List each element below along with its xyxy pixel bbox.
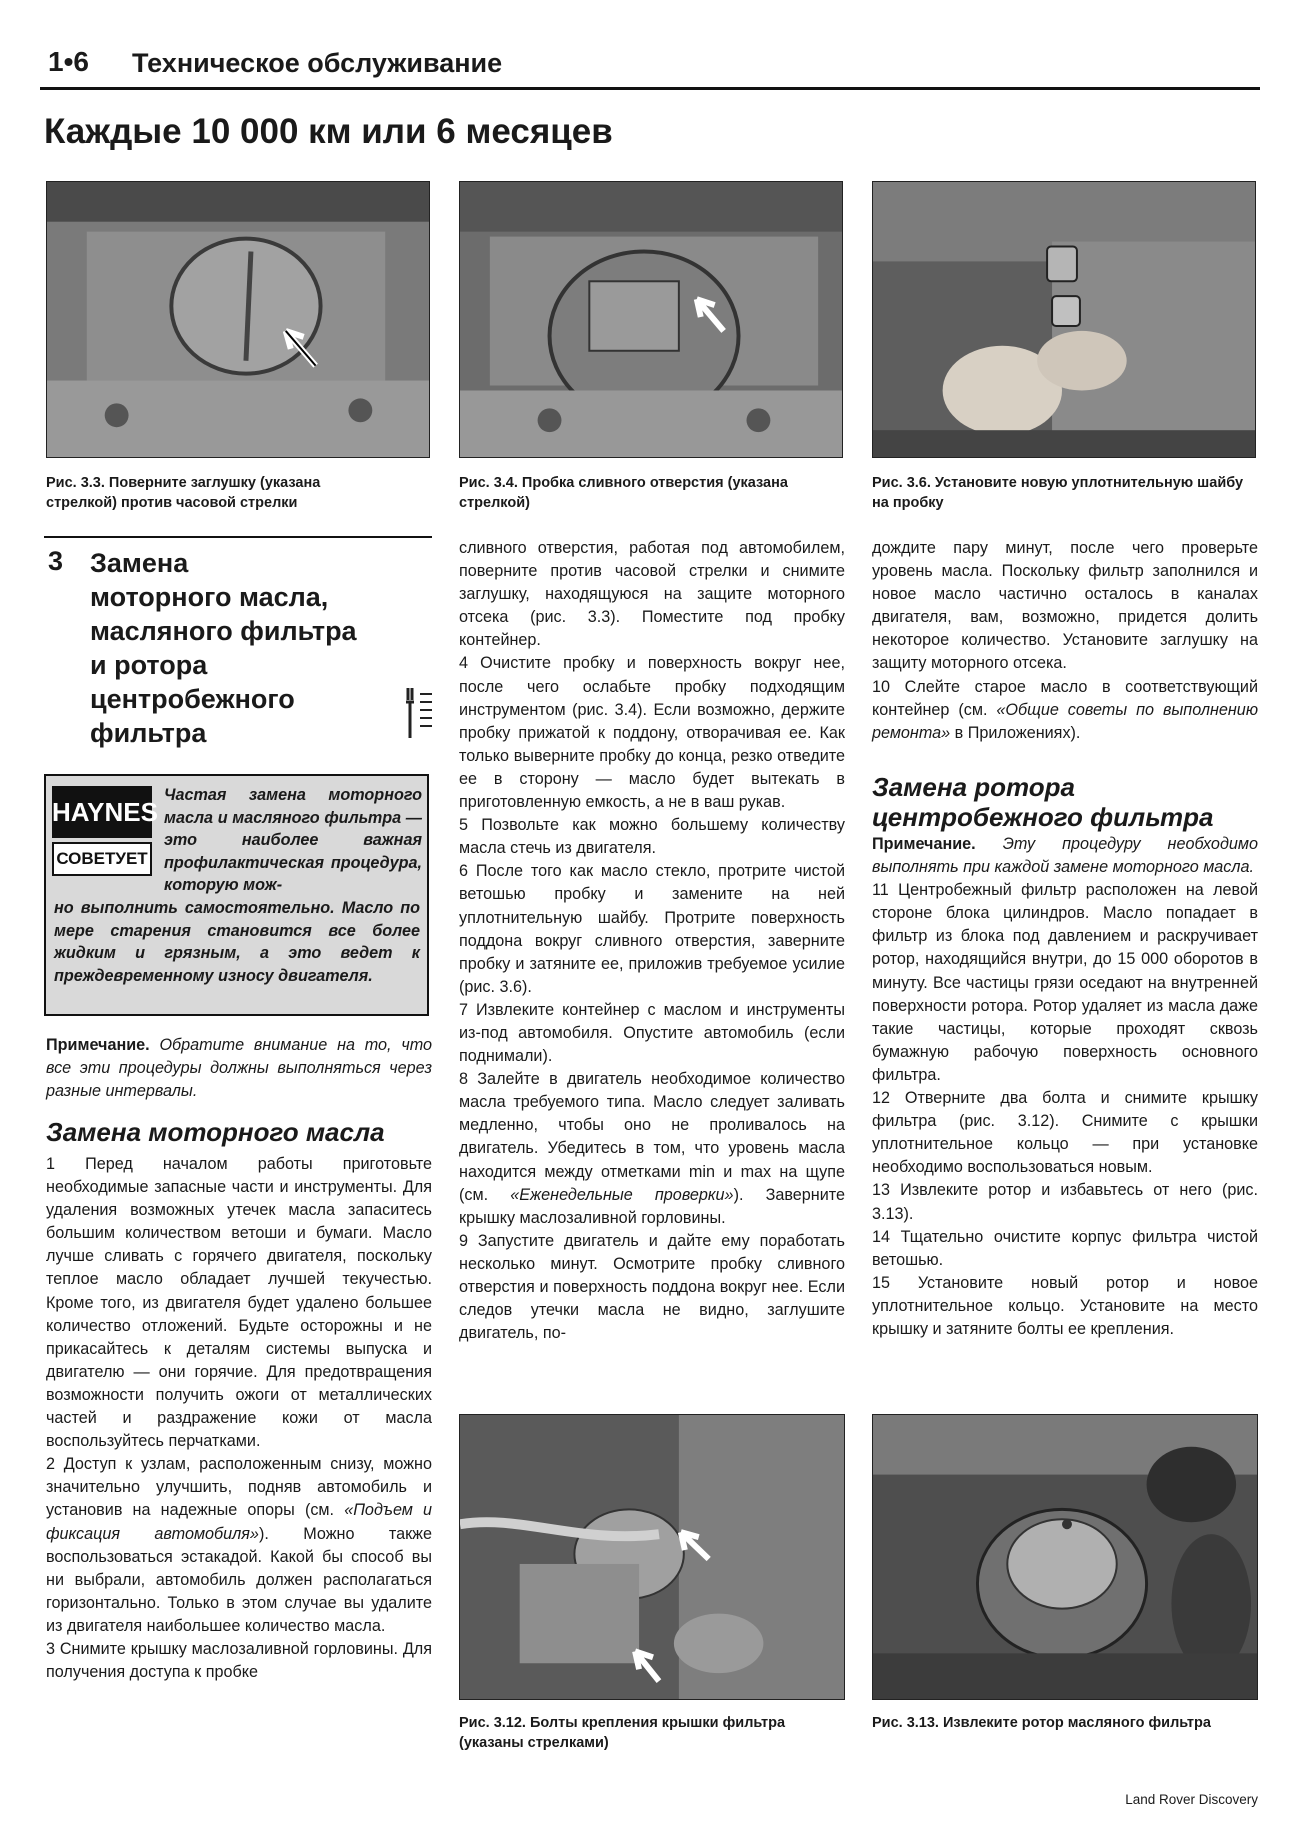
section-number: 3 <box>48 546 64 576</box>
paragraph: 9 Запустите двигатель и дайте ему поработать несколько минут. Осмотрите пробку сливного отверстия и поверхность поддона вокруг нее. Если следов утечки масла не видно, заглушите двигатель, по- <box>459 1231 845 1343</box>
caption-fig-3-13: Рис. 3.13. Извлеките ротор масляного фильтра <box>872 1715 1211 1731</box>
paragraph: 14 Тщательно очистите корпус фильтра чистой ветошью. <box>872 1227 1258 1269</box>
section-heading <box>44 536 432 746</box>
photo-fig-3-4 <box>459 181 843 458</box>
haynes-tip-box <box>44 774 429 1016</box>
page-title: Каждые 10 000 км или 6 месяцев <box>44 112 613 151</box>
running-header <box>40 44 1260 90</box>
section-title-line: центробежного <box>90 684 295 714</box>
paragraph: 13 Извлеките ротор и избавьтесь от него (рис. 3.13). <box>872 1181 1258 1223</box>
column-1-note <box>46 1034 432 1103</box>
section-title-line: масляного фильтра <box>90 616 357 646</box>
tip-text-continued: но выполнить самостоятельно. Масло по мере старения становится все более жидким и грязным, а это ведет к преждевременному износу двигателя. <box>54 899 420 985</box>
column-3-body <box>872 833 1258 1341</box>
note-text: Эту процедуру необходимо выполнять при каждой замене моторного масла. <box>872 835 1258 877</box>
paragraph: 1 Перед началом работы приготовьте необходимые запасные части и инструменты. Для удаления возможных утечек масла запаситесь большим количеством ветоши и бумаги. Масло лучше сливать с горячего двигателя, поскольку теплое масло обладает лучшей текучестью. Кроме того, из двигателя будет удалено большее количество отложений. Будьте осторожны и не прикасайтесь к деталям системы выпуска и двигателю — они горячие. Для предотвращения возможности получить ожоги от металлических частей и раздражение кожи от масла воспользуйтесь перчатками. <box>46 1155 432 1451</box>
paragraph: дождите пару минут, после чего проверьте уровень масла. Поскольку фильтр заполнился и новое масло частично осталось в каналах двигателя, вам, возможно, придется долить некоторое количество. Установите заглушку на защиту моторного отсека. <box>872 539 1258 673</box>
tip-text: Частая замена моторного масла и масляного фильтра — это наиболее важная профилактическая процедура, которую мож- <box>164 786 422 894</box>
advise-label: СОВЕТУЕТ <box>52 842 152 876</box>
photo-fig-3-12 <box>459 1414 845 1700</box>
photo-fig-3-13 <box>872 1414 1258 1700</box>
caption-fig-3-12: Рис. 3.12. Болты крепления крышки фильтра (указаны стрелками) <box>459 1715 786 1751</box>
caption-fig-3-3: Рис. 3.3. Поверните заглушку (указана стрелкой) против часовой стрелки <box>46 475 321 511</box>
column-3-body-top <box>872 537 1258 745</box>
note-label: Примечание. <box>872 835 976 853</box>
paragraph: 4 Очистите пробку и поверхность вокруг нее, после чего ослабьте пробку подходящим инструментом (рис. 3.4). Если возможно, держите пробку прижатой к поддону, отворачивая ее. Как только выверните пробку до конца, резко отведите ее в сторону — масло будет вытекать в приготовленную емкость, а не в ваш рукав. <box>459 654 845 812</box>
note-text: Обратите внимание на то, что все эти процедуры должны выполняться через разные интервалы. <box>46 1036 433 1101</box>
section-title <box>90 546 357 750</box>
subheading-oil-change: Замена моторного масла <box>46 1117 385 1147</box>
note-label: Примечание. <box>46 1036 150 1054</box>
paragraph: 5 Позвольте как можно большему количеству масла стечь из двигателя. <box>459 816 845 858</box>
subheading-rotor-change: Замена ротора центробежного фильтра <box>872 772 1214 832</box>
section-title-line: и ротора <box>90 650 208 680</box>
wrench-icon <box>402 682 438 742</box>
paragraph: 11 Центробежный фильтр расположен на левой стороне блока цилиндров. Масло попадает в фильтр из блока под давлением и раскручивает ротор, находящийся внутри, до 15 000 оборотов в минуту. Все частицы грязи оседают на внутренней поверхности ротора. Ротор удаляет из масла даже такие частицы, которые проходят сквозь бумажную рабочую поверхность основного фильтра. <box>872 881 1258 1084</box>
paragraph: 10 Слейте старое масло в соответствующий контейнер (см. «Общие советы по выполнению ремонта» в Приложениях). <box>872 677 1258 742</box>
paragraph: 6 После того как масло стекло, протрите чистой ветошью пробку и замените на ней уплотнительную шайбу. Протрите поверхность поддона вокруг сливного отверстия, заверните пробку и затяните ее, приложив требуемое усилие (рис. 3.6). <box>459 862 845 996</box>
photo-fig-3-6 <box>872 181 1256 458</box>
paragraph: 15 Установите новый ротор и новое уплотнительное кольцо. Установите на место крышку и затяните болты ее крепления. <box>872 1273 1258 1338</box>
paragraph: 8 Залейте в двигатель необходимое количество масла требуемого типа. Масло следует заливать медленно, чтобы оно не проливалось на двигатель. Убедитесь в том, что уровень масла находится между отметками min и max на щупе (см. «Еженедельные проверки»). Заверните крышку маслозаливной горловины. <box>459 1070 845 1227</box>
paragraph: 7 Извлеките контейнер с маслом и инструменты из-под автомобиля. Опустите автомобиль (если поднимали). <box>459 1000 845 1066</box>
caption-fig-3-4: Рис. 3.4. Пробка сливного отверстия (указана стрелкой) <box>459 475 788 511</box>
footer-model-name: Land Rover Discovery <box>1125 1792 1258 1807</box>
paragraph: 2 Доступ к узлам, расположенным снизу, можно значительно улучшить, подняв автомобиль и установив на надежные опоры (см. «Подъем и фиксация автомобиля»). Можно также воспользоваться эстакадой. Какой бы способ вы ни выбрали, автомобиль должен располагаться горизонтально. Только в этом случае вы удалите из двигателя наибольшее количество масла. <box>46 1455 432 1635</box>
photo-fig-3-3 <box>46 181 430 458</box>
paragraph: сливного отверстия, работая под автомобилем, поверните против часовой стрелки и снимите заглушку, находящуюся на защите моторного отсека (рис. 3.3). Поместите под пробку контейнер. <box>459 539 845 650</box>
haynes-logo: HAYNES <box>52 786 152 838</box>
section-title-line: фильтра <box>90 718 207 748</box>
column-1-body <box>46 1153 432 1684</box>
paragraph: 12 Отверните два болта и снимите крышку фильтра (рис. 3.12). Снимите с крышки уплотнительное кольцо — при установке необходимо воспользоваться новым. <box>872 1089 1258 1177</box>
paragraph: 3 Снимите крышку маслозаливной горловины. Для получения доступа к пробке <box>46 1639 432 1682</box>
caption-fig-3-6: Рис. 3.6. Установите новую уплотнительную шайбу на пробку <box>872 475 1244 511</box>
column-2-body <box>459 537 845 1345</box>
page-number: 1•6 <box>48 46 89 77</box>
section-title-line: моторного масла, <box>90 582 329 612</box>
chapter-title: Техническое обслуживание <box>132 48 503 78</box>
section-title-line: Замена <box>90 548 189 578</box>
